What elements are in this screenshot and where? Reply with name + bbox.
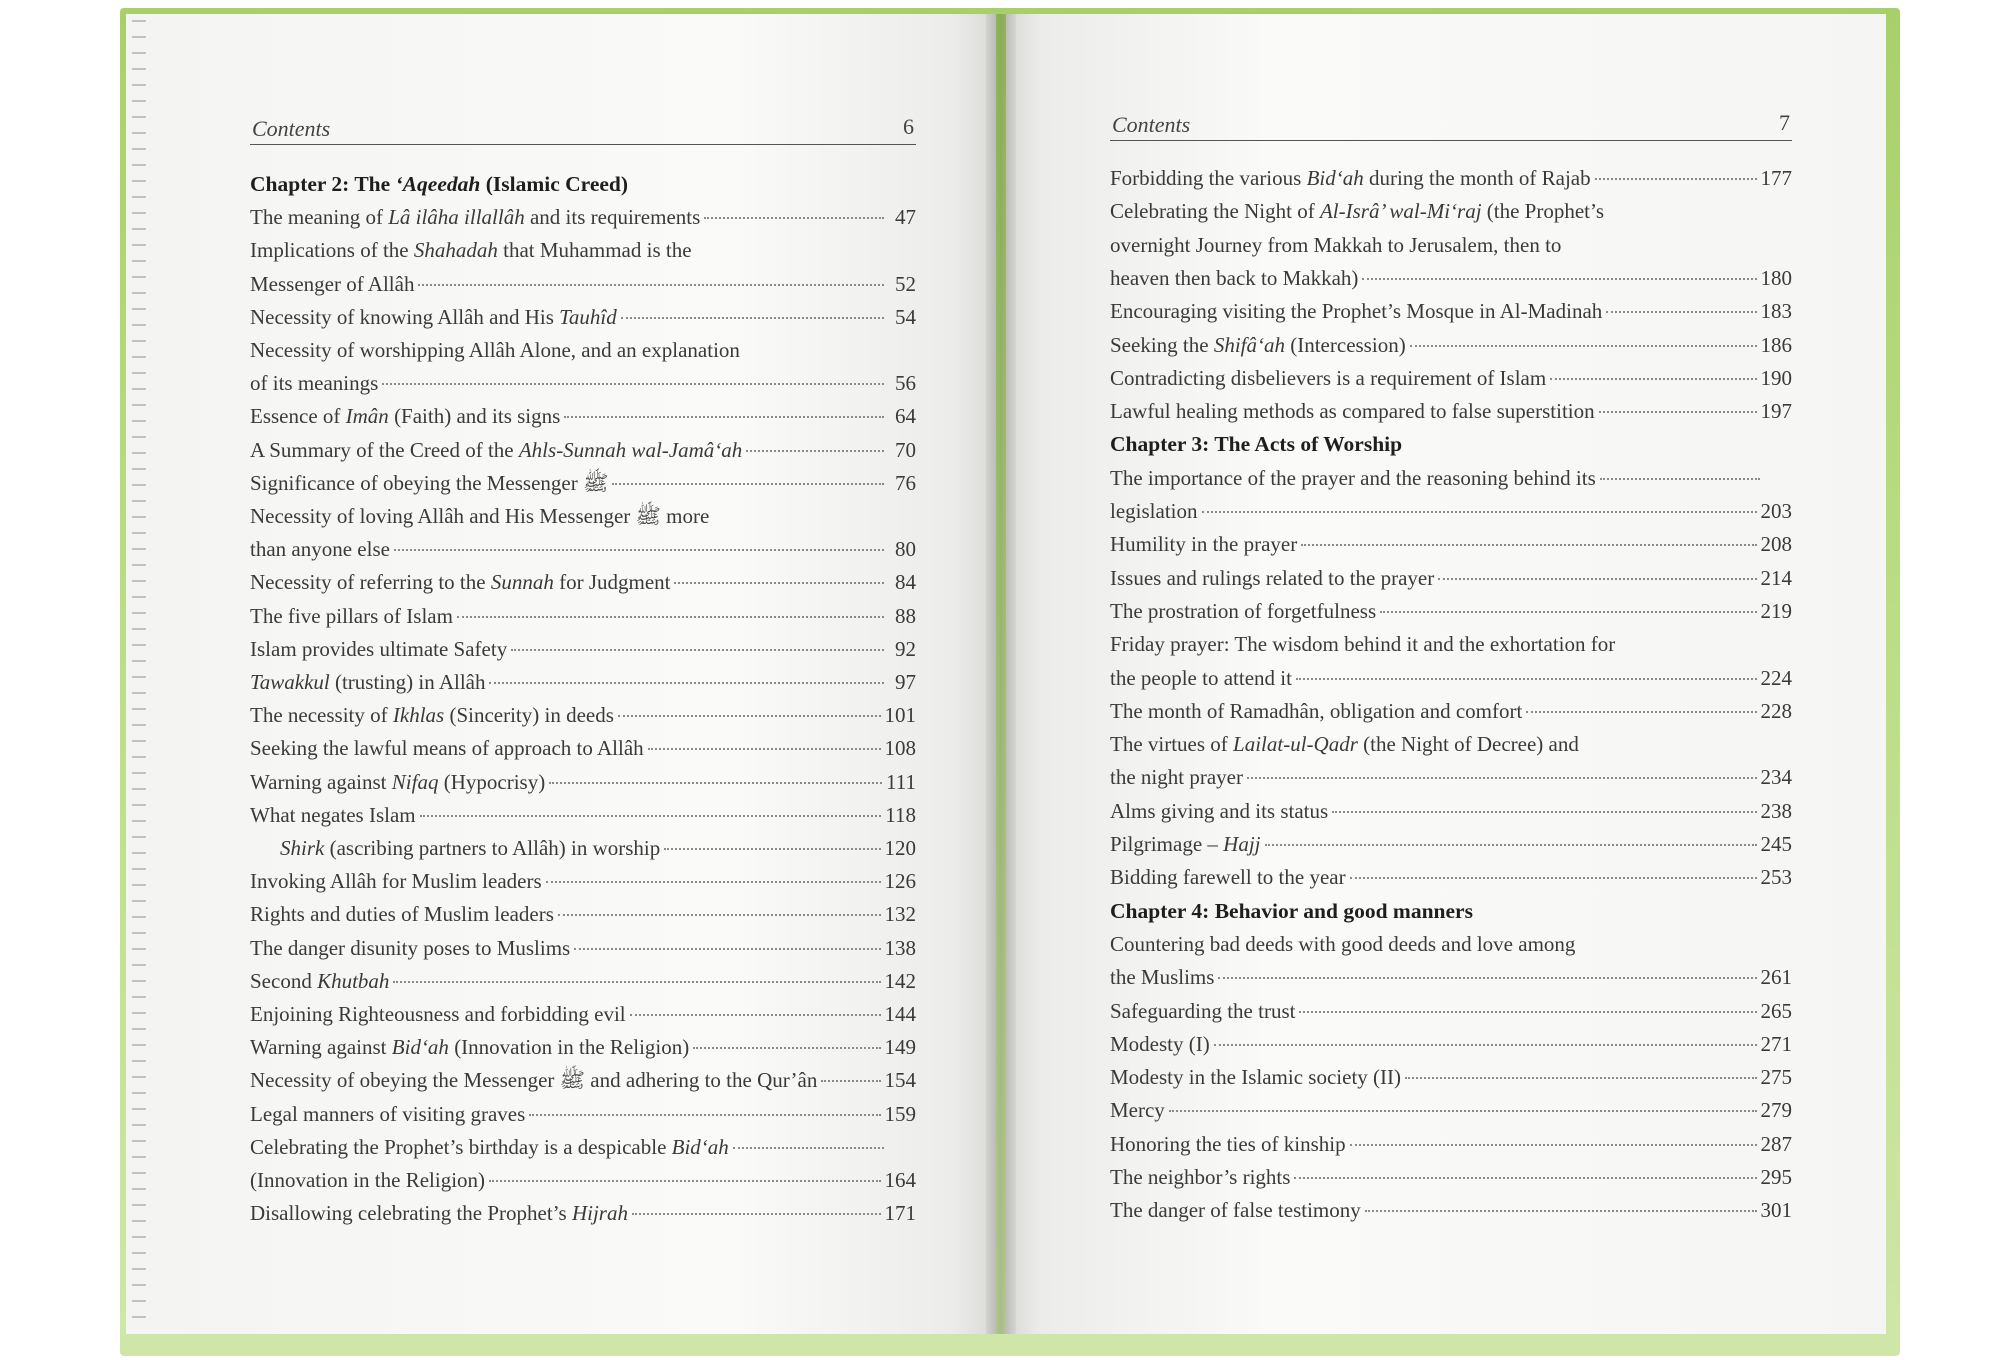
toc-dot-leader [1362,277,1756,280]
toc-entry [1110,662,1792,695]
toc-entry-title: The importance of the prayer and the reasoning behind its [1110,465,1596,490]
toc-dot-leader [546,880,881,883]
toc-entry [1110,795,1792,828]
toc-page-number: 219 [1760,598,1792,623]
toc-entry-title: Islam provides ultimate Safety [250,636,508,661]
toc-page-number: 171 [884,1201,916,1226]
toc-page-number: 228 [1760,698,1792,723]
toc-entry-title: Messenger of Allâh [250,271,415,296]
toc-dot-leader [1595,177,1757,180]
toc-dot-leader [418,283,884,286]
toc-entry [1110,761,1792,794]
toc-entry-title: Mercy [1110,1098,1165,1123]
toc-dot-leader [574,947,880,950]
toc-entry-title: Safeguarding the trust [1110,998,1296,1023]
toc-entry [250,932,916,965]
toc-entry [1110,495,1792,528]
toc-entry-title: The five pillars of Islam [250,603,453,628]
toc-dot-leader [1301,543,1756,546]
toc-entry [1110,229,1792,262]
toc-entry [250,965,916,998]
toc-entry-title: Warning against Nifaq (Hypocrisy) [250,769,546,794]
toc-dot-leader [1405,1076,1756,1079]
toc-entry-title: The neighbor’s rights [1110,1165,1291,1189]
toc-page-number: 159 [884,1101,916,1126]
toc-entry [1110,1061,1792,1094]
toc-entry [1110,1094,1792,1127]
toc-entry [250,201,916,234]
toc-page-number: 234 [1760,765,1792,790]
toc-page-number: 118 [885,802,916,827]
toc-entry-title: Encouraging visiting the Prophet’s Mosque in Al-Madinah [1110,299,1603,324]
toc-entry [250,500,916,533]
toc-page-number: 261 [1760,965,1792,990]
toc-dot-leader [1218,976,1756,979]
toc-dot-leader [420,814,882,817]
toc-page-number: 149 [884,1035,916,1060]
toc-entry-title: Forbidding the various Bid‘ah during the month of Rajab [1110,166,1591,190]
toc-entry-title: Chapter 4: Behavior and good manners [1110,898,1473,923]
toc-dot-leader [1296,677,1757,680]
toc-entry-title: the night prayer [1110,765,1243,790]
toc-dot-leader [630,1013,881,1016]
toc-entry-title: Necessity of knowing Allâh and His Tauhîd [250,304,617,329]
toc-dot-leader [489,681,884,684]
toc-entry [250,699,916,732]
toc-chapter-heading [1110,895,1792,928]
toc-entry-title: The danger of false testimony [1110,1198,1361,1223]
toc-entry-title: legislation [1110,499,1198,523]
toc-dot-leader [664,847,880,850]
toc-entry [1110,1128,1792,1161]
toc-entry [1110,828,1792,861]
toc-page-number: 80 [895,537,916,562]
toc-dot-leader [1332,810,1756,813]
toc-entry-title: the people to attend it [1110,665,1292,690]
toc-dot-leader [1350,1143,1757,1146]
toc-entry-title: Significance of obeying the Messenger ﷺ [250,470,609,495]
toc-entry-title: The virtues of Lailat-ul-Qadr (the Night of Decree) and [1110,732,1579,757]
toc-entry-title: The meaning of Lâ ilâha illallâh and its requirements [250,205,701,230]
toc-entry-title: Issues and rulings related to the prayer [1110,565,1435,590]
toc-entry [250,633,916,666]
toc-entry [250,732,916,765]
toc-page-number: 208 [1760,532,1792,557]
toc-page-number: 245 [1760,832,1792,856]
toc-entry [1110,728,1792,761]
toc-dot-leader [821,1079,880,1082]
toc-entry-title: Necessity of referring to the Sunnah for Judgment [250,570,671,595]
toc-entry-title: Seeking the Shifâ‘ah (Intercession) [1110,332,1406,357]
toc-dot-leader [1169,1109,1757,1112]
toc-entry [1110,462,1792,495]
toc-entry [250,434,916,467]
toc-entry-title: Chapter 3: The Acts of Worship [1110,432,1403,457]
book-spine-shadow [986,14,1016,1334]
toc-entry-title: (Innovation in the Religion) [250,1168,486,1192]
toc-dot-leader [1438,577,1756,580]
toc-entry [1110,628,1792,661]
toc-entry [1110,329,1792,362]
toc-entry-title: Invoking Allâh for Muslim leaders [250,869,542,894]
toc-entry [250,234,916,267]
left-page-header [250,110,916,145]
toc-page-number: 190 [1760,365,1792,390]
toc-entry [250,832,916,865]
toc-page-number: 108 [884,736,916,761]
toc-dot-leader [693,1046,880,1049]
toc-page-number: 142 [884,968,916,993]
toc-chapter-heading [1110,428,1792,461]
right-page-header [1110,106,1792,141]
toc-page-number: 183 [1760,299,1792,324]
right-page-number: 7 [1779,110,1790,135]
toc-entry [250,1164,916,1197]
toc-entry-title: Disallowing celebrating the Prophet’s Hijrah [250,1201,628,1226]
toc-page-number: 197 [1760,399,1792,424]
toc-page-number: 214 [1760,565,1792,590]
toc-entry [250,566,916,599]
toc-page-number: 287 [1760,1131,1792,1156]
toc-page-number: 271 [1760,1031,1792,1056]
toc-entry-title: Tawakkul (trusting) in Allâh [250,670,486,694]
toc-entry [1110,861,1792,894]
toc-entry [250,799,916,832]
toc-entry-title: Rights and duties of Muslim leaders [250,902,554,927]
toc-entry [250,998,916,1031]
toc-entry-title: Honoring the ties of kinship [1110,1131,1346,1156]
toc-page-number: 275 [1760,1065,1792,1090]
toc-page-number: 120 [884,836,916,860]
toc-entry-title: What negates Islam [250,802,416,827]
toc-entry-title: Necessity of worshipping Allâh Alone, and an explanation [250,338,740,362]
toc-page-number: 64 [895,404,916,429]
toc-entry-title: Essence of Imân (Faith) and its signs [250,404,561,429]
toc-entry [250,898,916,931]
page-edge-ticks [132,20,146,1320]
toc-entry-title: of its meanings [250,371,379,396]
toc-dot-leader [1247,776,1757,779]
left-page [126,14,996,1334]
toc-entry [1110,162,1792,195]
toc-entry-title: The necessity of Ikhlas (Sincerity) in deeds [250,703,614,728]
toc-entry-title: Necessity of obeying the Messenger ﷺ and adhering to the Qur’ân [250,1068,818,1093]
toc-entry [1110,395,1792,428]
toc-page-number: 138 [884,935,916,960]
toc-page-number: 92 [895,636,916,661]
toc-entry [1110,1194,1792,1227]
toc-entry-title: Chapter 2: The ‘Aqeedah (Islamic Creed) [250,172,629,196]
toc-dot-leader [1265,843,1757,846]
toc-entry-title: Countering bad deeds with good deeds and love among [1110,931,1576,956]
toc-page-number: 203 [1760,499,1792,523]
toc-page-number: 84 [895,570,916,595]
toc-entry-title: Warning against Bid‘ah (Innovation in the Religion) [250,1035,690,1060]
toc-entry-title: A Summary of the Creed of the Ahls-Sunnah wal-Jamâ‘ah [250,437,743,462]
toc-dot-leader [1294,1176,1756,1179]
toc-entry-title: Pilgrimage – Hajj [1110,832,1261,856]
toc-entry-title: Celebrating the Night of Al-Isrâ’ wal-Mi‘raj (the Prophet’s [1110,199,1605,224]
toc-entry [1110,362,1792,395]
toc-page-number: 295 [1760,1165,1792,1189]
toc-dot-leader [1599,410,1757,413]
toc-dot-leader [558,913,881,916]
right-page [1006,14,1886,1334]
toc-entry [250,301,916,334]
toc-dot-leader [564,415,884,418]
toc-entry-title: The prostration of forgetfulness [1110,598,1377,623]
toc-page-number: 154 [884,1068,916,1093]
toc-entry-title: Seeking the lawful means of approach to Allâh [250,736,644,761]
toc-entry-title: Lawful healing methods as compared to false superstition [1110,399,1595,424]
toc-dot-leader [382,382,884,385]
toc-entry [1110,961,1792,994]
toc-page-number: 97 [895,670,916,694]
right-header-title: Contents [1112,112,1191,137]
toc-page-number: 88 [895,603,916,628]
toc-page-number: 164 [884,1168,916,1192]
toc-entry-title: Friday prayer: The wisdom behind it and the exhortation for [1110,632,1616,657]
toc-page-number: 279 [1760,1098,1792,1123]
toc-entry [250,1031,916,1064]
toc-page-number: 180 [1760,265,1792,290]
toc-dot-leader [1380,610,1756,613]
toc-dot-leader [1606,310,1756,313]
toc-dot-leader [1214,1043,1757,1046]
toc-dot-leader [612,482,884,485]
toc-entry-title: overnight Journey from Makkah to Jerusalem, then to [1110,232,1562,257]
toc-entry [1110,995,1792,1028]
toc-page-number: 301 [1760,1198,1792,1223]
toc-entry [1110,195,1792,228]
toc-entry [250,1098,916,1131]
toc-entry [250,467,916,500]
toc-dot-leader [549,781,882,784]
toc-page-number: 238 [1760,798,1792,823]
toc-entry-title: The danger disunity poses to Muslims [250,935,571,960]
toc-entry [1110,695,1792,728]
toc-entry [250,334,916,367]
toc-dot-leader [1550,377,1756,380]
toc-page-number: 70 [895,437,916,462]
toc-dot-leader [632,1212,881,1215]
toc-dot-leader [704,216,884,219]
toc-page-number: 265 [1760,998,1792,1023]
toc-entry-title: Celebrating the Prophet’s birthday is a despicable Bid‘ah [250,1134,729,1159]
toc-entry [250,1197,916,1230]
toc-entry [250,666,916,699]
toc-entry-title: Humility in the prayer [1110,532,1298,557]
toc-entry [1110,562,1792,595]
toc-dot-leader [1350,876,1757,879]
toc-entry-title: than anyone else [250,537,390,562]
toc-entry-title: the Muslims [1110,965,1215,990]
toc-page-number: 132 [884,902,916,927]
toc-dot-leader [511,648,884,651]
toc-entry-title: heaven then back to Makkah) [1110,265,1359,290]
toc-dot-leader [1299,1010,1756,1013]
toc-dot-leader [489,1179,880,1182]
toc-entry [1110,1161,1792,1194]
toc-entry [250,1064,916,1097]
toc-entry [1110,928,1792,961]
toc-page-number: 186 [1760,332,1792,357]
toc-entry-title: Modesty (I) [1110,1031,1210,1056]
toc-entry [1110,295,1792,328]
toc-entry [250,533,916,566]
toc-entry [250,367,916,400]
toc-entry-title: The month of Ramadhân, obligation and comfort [1110,698,1523,723]
toc-entry [250,600,916,633]
toc-page-number: 253 [1760,865,1792,890]
toc-entry [250,400,916,433]
toc-page-number: 144 [884,1002,916,1026]
toc-dot-leader [1365,1209,1757,1212]
toc-entry [1110,1028,1792,1061]
toc-entry-title: Legal manners of visiting graves [250,1101,526,1126]
toc-entry [1110,595,1792,628]
toc-page-number: 126 [884,869,916,894]
toc-entry-title: Second Khutbah [250,968,390,993]
toc-page-number: 47 [895,205,916,230]
toc-dot-leader [648,747,881,750]
toc-page-number: 177 [1760,166,1792,190]
left-page-number: 6 [903,114,914,139]
toc-dot-leader [457,615,884,618]
toc-dot-leader [1202,510,1757,513]
toc-dot-leader [1600,477,1760,480]
toc-entry [250,865,916,898]
toc-entry [250,268,916,301]
toc-dot-leader [733,1146,884,1149]
toc-entry [1110,262,1792,295]
toc-page-number: 111 [886,769,916,794]
toc-entry [1110,528,1792,561]
toc-dot-leader [746,449,884,452]
toc-entry-title: Implications of the Shahadah that Muhammad is the [250,238,692,263]
toc-page-number: 76 [895,470,916,495]
toc-entry [250,1131,916,1164]
toc-page-number: 54 [895,304,916,329]
toc-chapter-heading [250,168,916,201]
left-header-title: Contents [252,116,331,141]
toc-page-number: 101 [884,703,916,728]
toc-page-number: 224 [1760,665,1792,690]
toc-dot-leader [618,714,881,717]
toc-entry-title: Bidding farewell to the year [1110,865,1346,890]
toc-page-number: 56 [895,371,916,396]
toc-dot-leader [529,1113,880,1116]
toc-entry-title: Alms giving and its status [1110,798,1329,823]
toc-entry [250,766,916,799]
toc-dot-leader [394,548,884,551]
toc-page-number: 52 [895,271,916,296]
toc-dot-leader [1410,344,1757,347]
toc-entry-title: Contradicting disbelievers is a requirement of Islam [1110,365,1547,390]
toc-entry-title: Enjoining Righteousness and forbidding evil [250,1002,626,1026]
toc-entry-title: Shirk (ascribing partners to Allâh) in worship [280,836,661,860]
toc-entry-title: Necessity of loving Allâh and His Messenger ﷺ more [250,504,710,528]
toc-dot-leader [621,316,884,319]
toc-entry-title: Modesty in the Islamic society (II) [1110,1065,1402,1090]
toc-dot-leader [674,581,884,584]
toc-dot-leader [393,980,880,983]
toc-dot-leader [1526,710,1756,713]
